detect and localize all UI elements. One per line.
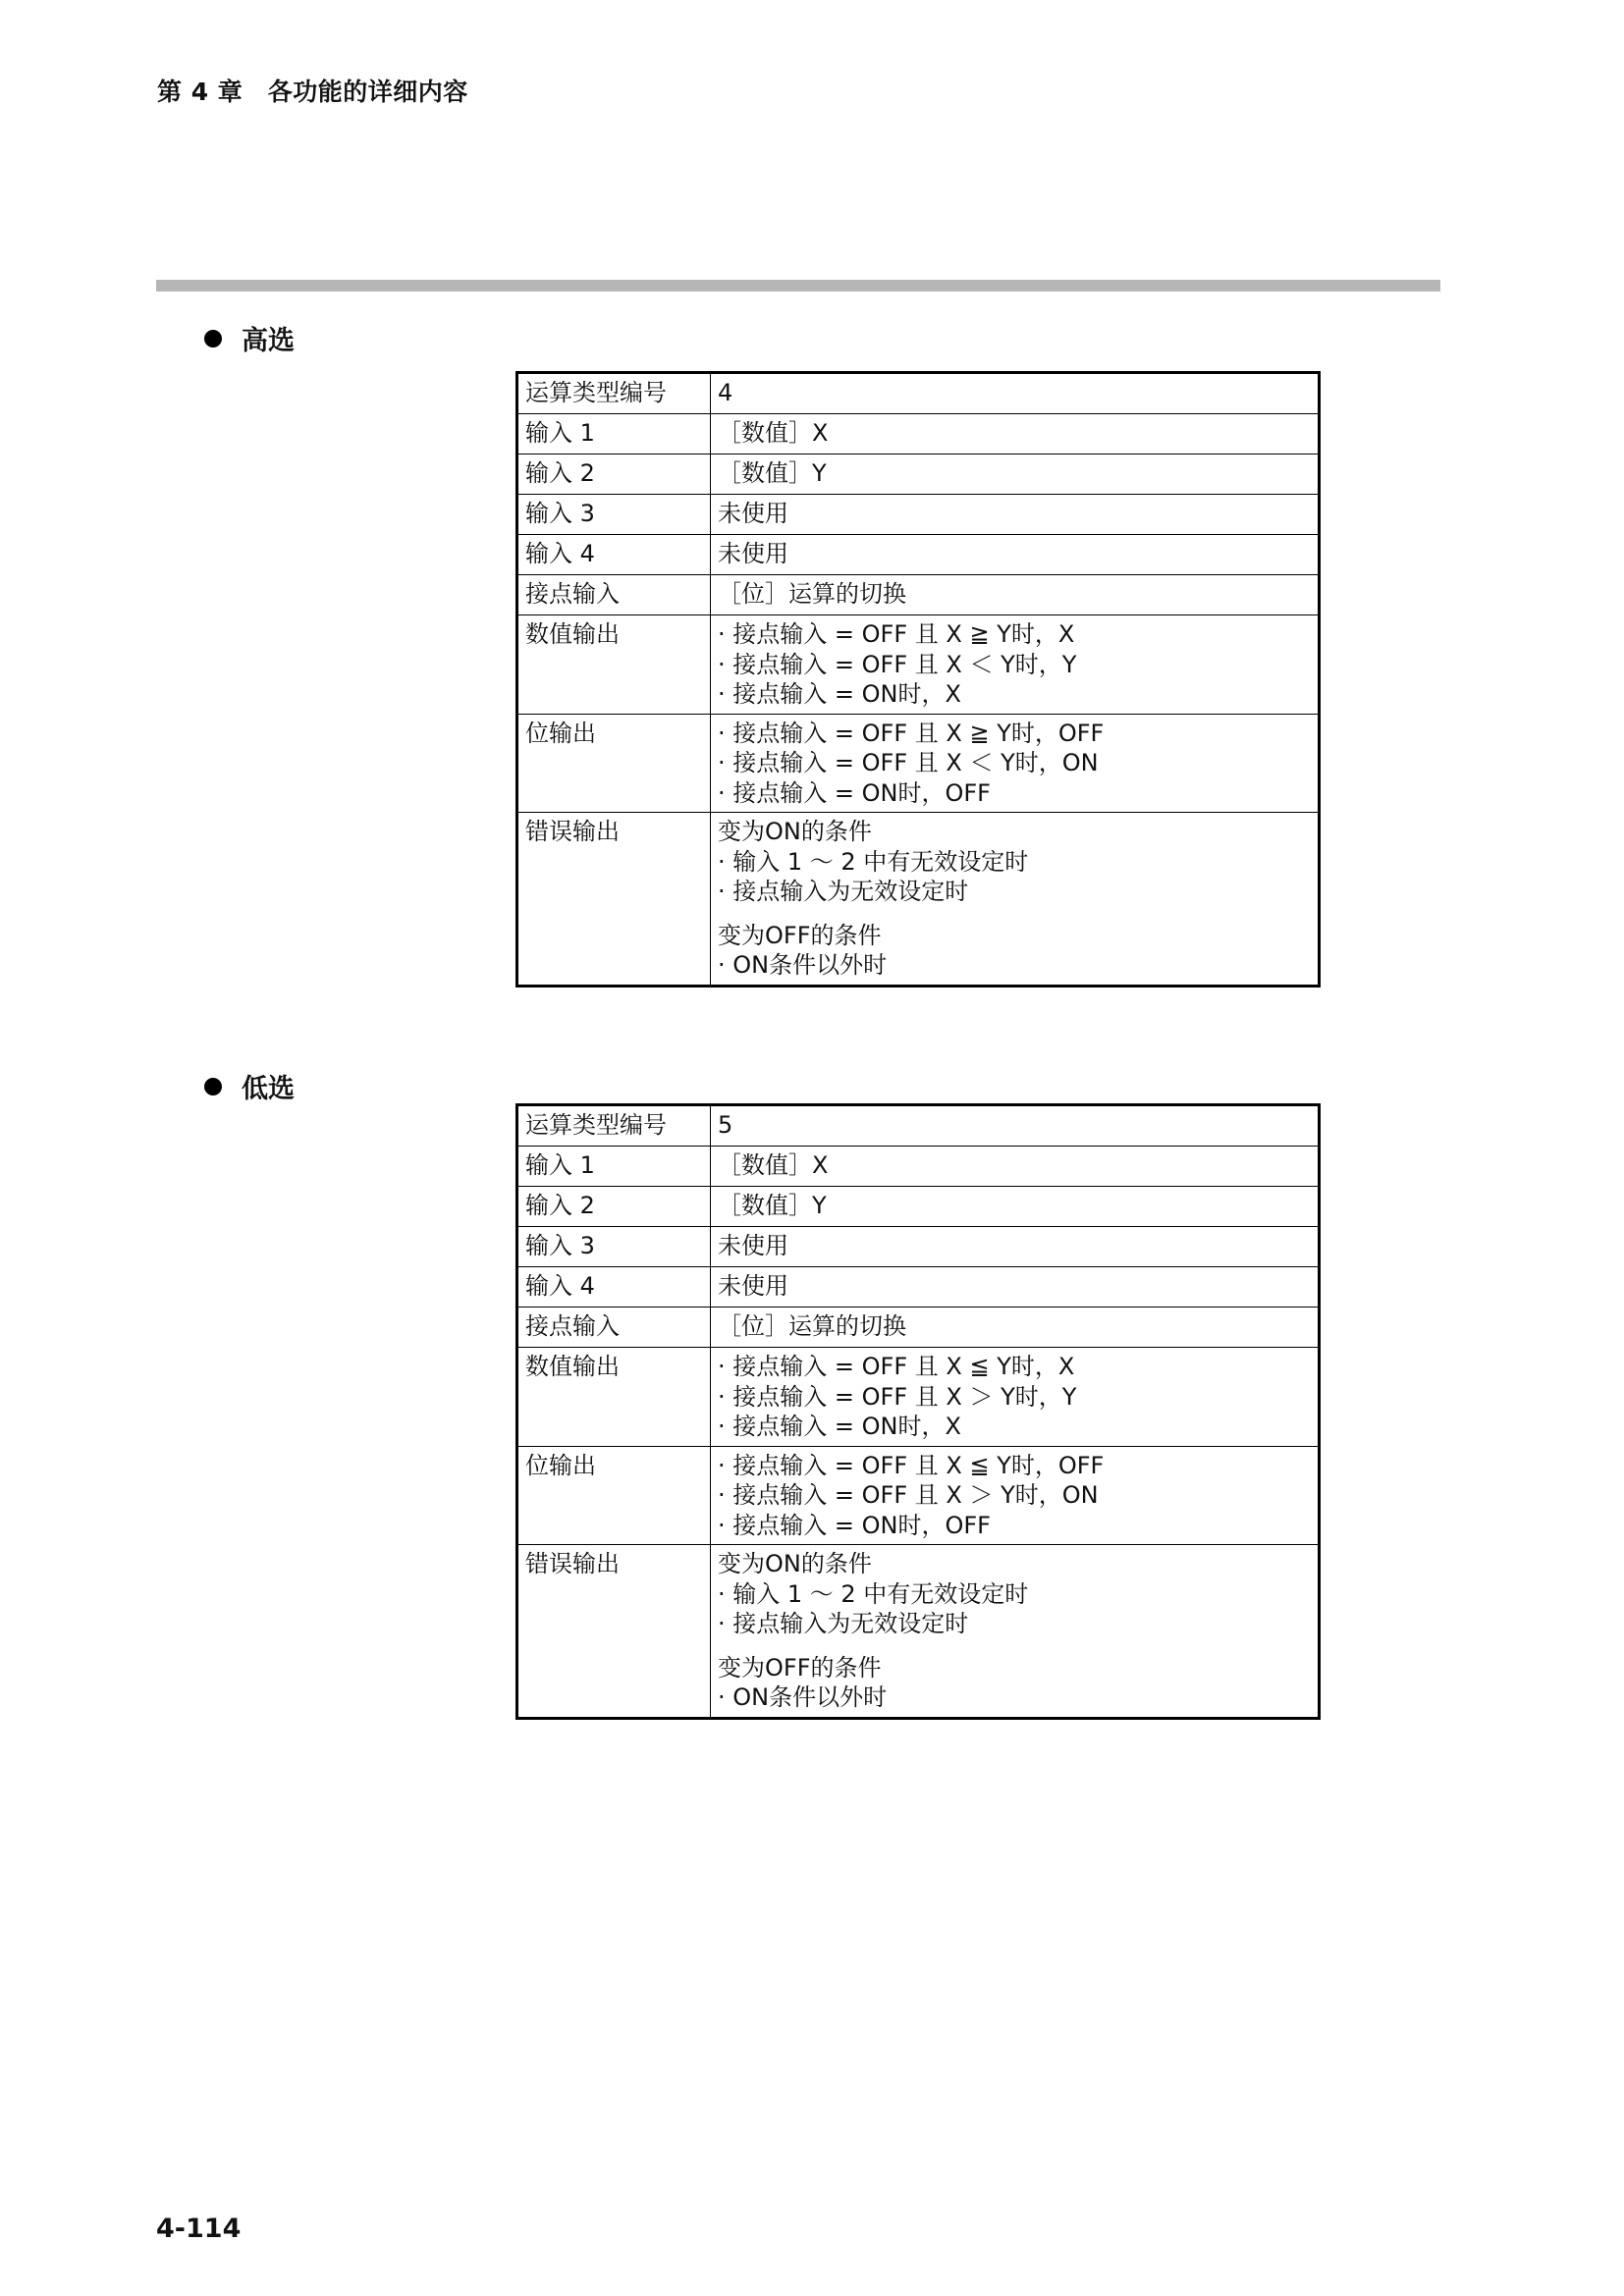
row-value: 5 [711, 1105, 1320, 1147]
row-label: 接点输入 [517, 1308, 711, 1348]
table-row [517, 1105, 1320, 1147]
row-value: 未使用 [711, 535, 1320, 575]
row-value: ［数值］Y [711, 454, 1320, 495]
row-value: 变为ON的条件 · 输入 1 ～ 2 中有无效设定时 · 接点输入为无效设定时 变为OFF的条件 · ON条件以外时 [711, 813, 1320, 987]
table-row [517, 495, 1320, 535]
spec-table-high-select [515, 371, 1321, 988]
bullet-icon [204, 1078, 222, 1095]
table-row [517, 454, 1320, 495]
row-value: ［位］运算的切换 [711, 1308, 1320, 1348]
row-value: · 接点输入 = OFF 且 X ≧ Y时，OFF · 接点输入 = OFF 且 X ＜ Y时，ON · 接点输入 = ON时，OFF [711, 714, 1320, 813]
row-label: 错误输出 [517, 813, 711, 987]
row-label: 输入 3 [517, 495, 711, 535]
table-row [517, 414, 1320, 454]
row-value: 未使用 [711, 1227, 1320, 1267]
row-value: 变为ON的条件 · 输入 1 ～ 2 中有无效设定时 · 接点输入为无效设定时 变为OFF的条件 · ON条件以外时 [711, 1545, 1320, 1719]
row-label: 错误输出 [517, 1545, 711, 1719]
table-row [517, 1446, 1320, 1545]
row-value: ［位］运算的切换 [711, 575, 1320, 615]
row-value: · 接点输入 = OFF 且 X ≦ Y时，OFF · 接点输入 = OFF 且 X ＞ Y时，ON · 接点输入 = ON时，OFF [711, 1446, 1320, 1545]
table-row [517, 813, 1320, 987]
section-heading-high-select [204, 319, 295, 357]
row-value: · 接点输入 = OFF 且 X ≦ Y时，X · 接点输入 = OFF 且 X ＞ Y时，Y · 接点输入 = ON时，X [711, 1348, 1320, 1447]
section-title: 低选 [242, 1074, 295, 1104]
row-label: 输入 2 [517, 454, 711, 495]
section-title: 高选 [242, 326, 295, 356]
table-row [517, 1308, 1320, 1348]
row-label: 输入 1 [517, 414, 711, 454]
bullet-icon [204, 330, 222, 347]
chapter-title: 第 4 章 各功能的详细内容 [157, 78, 468, 106]
table-row [517, 535, 1320, 575]
spec-table-low-select [515, 1103, 1321, 1720]
table-row [517, 1267, 1320, 1308]
row-label: 位输出 [517, 714, 711, 813]
row-label: 位输出 [517, 1446, 711, 1545]
row-value: ［数值］Y [711, 1187, 1320, 1227]
row-value: ［数值］X [711, 414, 1320, 454]
table-row [517, 1348, 1320, 1447]
row-label: 输入 4 [517, 1267, 711, 1308]
row-label: 接点输入 [517, 575, 711, 615]
row-value: ［数值］X [711, 1147, 1320, 1187]
row-value: 4 [711, 373, 1320, 414]
row-label: 运算类型编号 [517, 373, 711, 414]
row-label: 输入 3 [517, 1227, 711, 1267]
row-label: 数值输出 [517, 615, 711, 715]
row-label: 输入 4 [517, 535, 711, 575]
section-divider [156, 280, 1440, 292]
table-row [517, 1147, 1320, 1187]
section-heading-low-select [204, 1067, 295, 1105]
row-value: · 接点输入 = OFF 且 X ≧ Y时，X · 接点输入 = OFF 且 X ＜ Y时，Y · 接点输入 = ON时，X [711, 615, 1320, 715]
row-label: 数值输出 [517, 1348, 711, 1447]
row-label: 输入 1 [517, 1147, 711, 1187]
table-row [517, 1545, 1320, 1719]
row-label: 运算类型编号 [517, 1105, 711, 1147]
table-row [517, 1227, 1320, 1267]
page-number: 4-114 [156, 2214, 242, 2244]
table-row [517, 615, 1320, 715]
row-label: 输入 2 [517, 1187, 711, 1227]
table-row [517, 373, 1320, 414]
row-value: 未使用 [711, 1267, 1320, 1308]
table-row [517, 575, 1320, 615]
table-row [517, 1187, 1320, 1227]
table-row [517, 714, 1320, 813]
row-value: 未使用 [711, 495, 1320, 535]
